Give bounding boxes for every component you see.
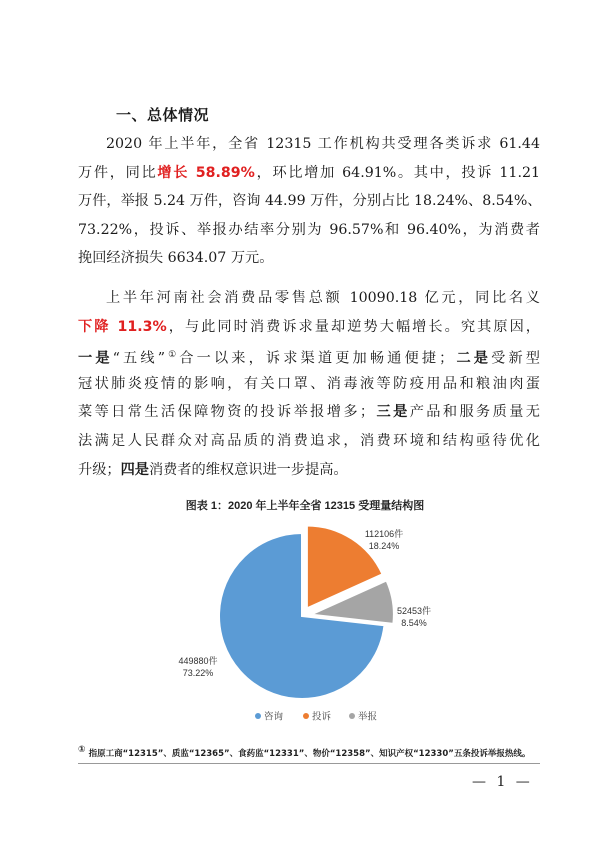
data-label-count: 112106件 bbox=[364, 529, 404, 539]
legend-label: 投诉 bbox=[312, 711, 332, 723]
footnote-ref: ① bbox=[164, 350, 180, 361]
text-line: 菜等日常生活保障物资的投诉举报增多；三是产品和服务质量无 bbox=[78, 404, 540, 421]
page-number: — 1 — bbox=[472, 774, 533, 790]
legend-marker bbox=[349, 713, 355, 719]
data-label-percent: 8.54% bbox=[401, 618, 427, 628]
decline-highlight: 下降 11.3% bbox=[78, 318, 167, 335]
legend-label: 举报 bbox=[358, 711, 378, 723]
text-line: 冠状肺炎疫情的影响，有关口罩、消毒液等防疫用品和粮油肉蛋 bbox=[78, 375, 540, 392]
section-heading: 一、总体情况 bbox=[116, 106, 210, 124]
text-line: 73.22%，投诉、举报办结率分别为 96.57%和 96.40%，为消费者 bbox=[78, 221, 540, 238]
data-label-count: 449880件 bbox=[178, 656, 218, 666]
data-label-percent: 18.24% bbox=[368, 541, 400, 551]
data-label-count: 52453件 bbox=[396, 606, 432, 616]
text-line: 法满足人民群众对高品质的消费追求，消费环境和结构亟待优化 bbox=[78, 432, 540, 449]
text-line: 万件，同比增长 58.89%，环比增加 64.91%。其中，投诉 11.21 bbox=[78, 164, 541, 181]
text-line: 下降 11.3%，与此同时消费诉求量却逆势大幅增长。究其原因， bbox=[78, 318, 540, 335]
text-line: 上半年河南社会消费品零售总额 10090.18 亿元，同比名义 bbox=[106, 290, 540, 306]
data-label-percent: 73.22% bbox=[182, 668, 214, 678]
legend-marker bbox=[255, 713, 261, 719]
growth-highlight: 增长 58.89% bbox=[157, 164, 255, 181]
footer-divider bbox=[78, 763, 540, 764]
legend-marker bbox=[303, 713, 309, 719]
chart-title: 图表 1：2020 年上半年全省 12315 受理量结构图 bbox=[185, 500, 425, 512]
text-line: 一是“五线”①合一以来，诉求渠道更加畅通便捷；二是受新型 bbox=[78, 350, 540, 367]
footnote: ① 指原工商“12315”、质监“12365”、食药监“12331”、物价“12358”、知识产权“12330”五条投诉举报热线。 bbox=[78, 745, 531, 759]
legend-label: 咨询 bbox=[264, 711, 284, 723]
text-line: 升级；四是消费者的维权意识进一步提高。 bbox=[78, 461, 348, 478]
text-line: 万件，举报 5.24 万件，咨询 44.99 万件，分别占比 18.24%、8.54%、 bbox=[78, 193, 542, 210]
text-line: 2020 年上半年，全省 12315 工作机构共受理各类诉求 61.44 bbox=[106, 136, 540, 152]
text-line: 挽回经济损失 6634.07 万元。 bbox=[78, 250, 274, 267]
